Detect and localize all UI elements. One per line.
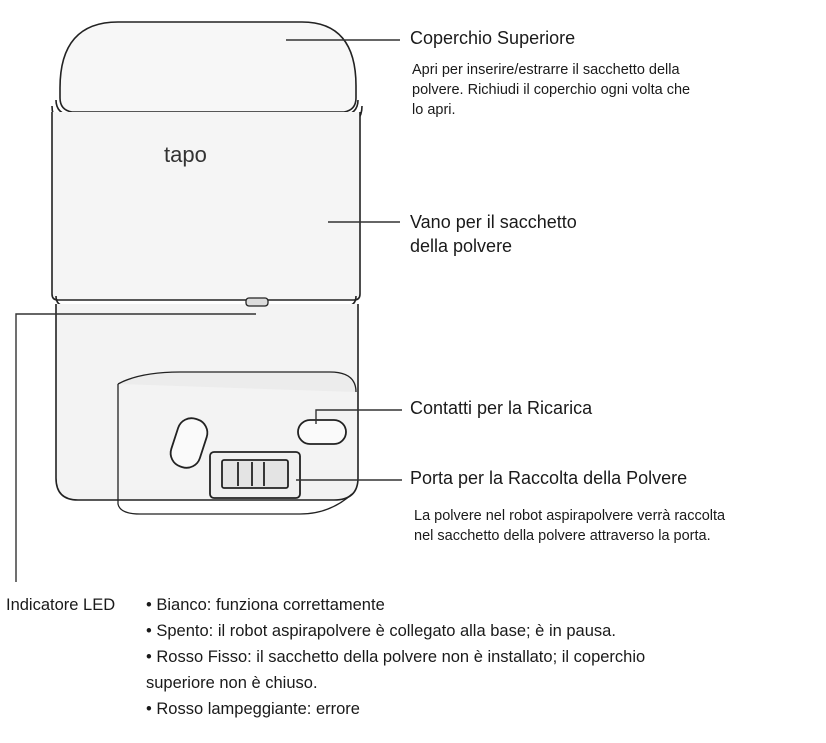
top-cover-description-line: lo apri.	[412, 102, 456, 118]
dust-port-description-line: La polvere nel robot aspirapolvere verrà raccolta	[414, 508, 726, 524]
led-indicator-label: Indicatore LED	[6, 596, 116, 614]
led-indicator-bullets	[146, 592, 645, 722]
top-cover-title: Coperchio Superiore	[410, 28, 576, 48]
charging-contacts-title: Contatti per la Ricarica	[410, 398, 593, 418]
top-cover-description-line: Apri per inserire/estrarre il sacchetto della	[412, 62, 680, 78]
led-indicator	[246, 298, 268, 306]
led-bullet: • Bianco: funziona correttamente	[146, 596, 385, 614]
charging-contact-right	[298, 420, 346, 444]
dust-collection-port	[210, 452, 300, 498]
dust-port-title: Porta per la Raccolta della Polvere	[410, 468, 688, 488]
dust-port-description-line: nel sacchetto della polvere attraverso la porta.	[414, 528, 711, 544]
led-bullet: • Rosso Fisso: il sacchetto della polvere non è installato; il coperchio	[146, 648, 646, 666]
dust-bag-title-line: Vano per il sacchetto	[410, 212, 577, 232]
top-cover	[52, 22, 362, 126]
dust-bag-title-line: della polvere	[410, 236, 513, 256]
top-cover-description	[412, 60, 690, 120]
top-cover-description-line: polvere. Richiudi il coperchio ogni volta che	[412, 82, 691, 98]
dust-bag-compartment-title	[410, 210, 577, 258]
tapo-logo: tapo	[164, 142, 207, 167]
led-bullet: • Rosso lampeggiante: errore	[146, 700, 360, 718]
led-bullet-continuation: superiore non è chiuso.	[146, 674, 318, 692]
led-bullet: • Spento: il robot aspirapolvere è collegato alla base; è in pausa.	[146, 622, 616, 640]
dock-base	[56, 298, 358, 514]
dust-port-description	[414, 506, 725, 546]
